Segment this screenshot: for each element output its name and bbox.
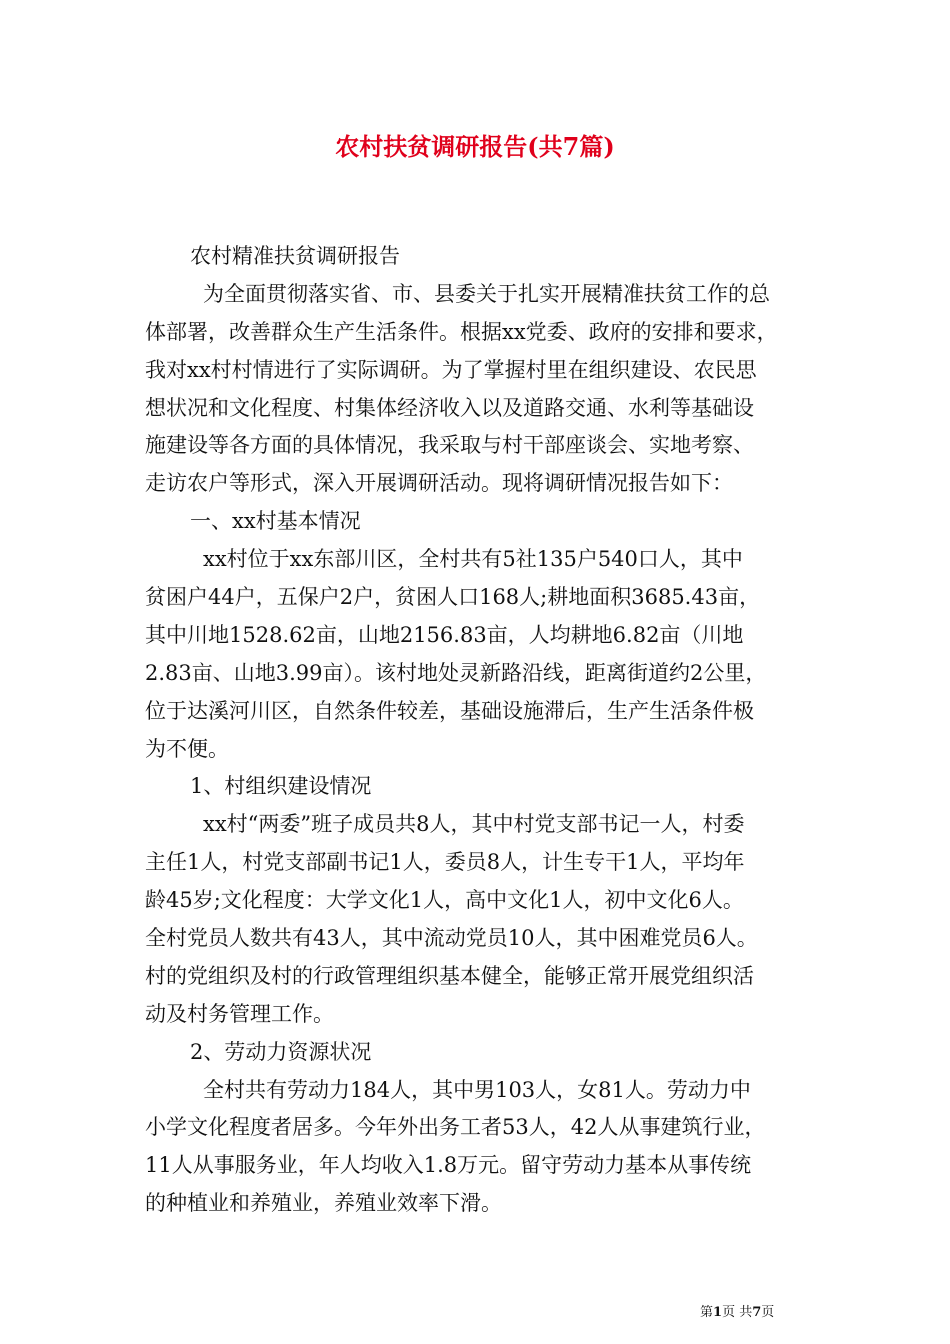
page-footer <box>700 1304 830 1322</box>
body-text-line: xx村位于xx东部川区，全村共有5社135户540口人，其中 <box>203 547 743 572</box>
footer-middle: 页 共 <box>722 1305 753 1320</box>
body-text-line: 体部署，改善群众生产生活条件。根据xx党委、政府的安排和要求， <box>145 319 778 344</box>
body-text-line: 我对xx村村情进行了实际调研。为了掌握村里在组织建设、农民思 <box>145 357 757 382</box>
body-text-line: 的种植业和养殖业，养殖业效率下滑。 <box>145 1191 502 1216</box>
current-page-number: 1 <box>713 1305 723 1320</box>
body-text-line: 龄45岁;文化程度：大学文化1人，高中文化1人，初中文化6人。 <box>145 888 744 913</box>
body-text-line: 为全面贯彻落实省、市、县委关于扎实开展精准扶贫工作的总 <box>203 281 770 306</box>
body-text-line: 全村党员人数共有43人，其中流动党员10人，其中困难党员6人。 <box>145 926 758 951</box>
body-text-line: 11人从事服务业，年人均收入1.8万元。留守劳动力基本从事传统 <box>145 1153 752 1178</box>
body-text-line: 想状况和文化程度、村集体经济收入以及道路交通、水利等基础设 <box>145 395 754 420</box>
section-heading-line: 2、劳动力资源状况 <box>190 1039 372 1064</box>
body-text-line: 走访农户等形式，深入开展调研活动。现将调研情况报告如下： <box>145 471 733 496</box>
body-text-line: 全村共有劳动力184人，其中男103人，女81人。劳动力中 <box>203 1077 751 1102</box>
section-heading-line: 1、村组织建设情况 <box>190 774 372 799</box>
body-text-line: 动及村务管理工作。 <box>145 1001 334 1026</box>
section-heading-line: 农村精准扶贫调研报告 <box>190 244 400 268</box>
footer-suffix: 页 <box>761 1305 775 1320</box>
body-text-line: 为不便。 <box>145 736 229 761</box>
body-text-line: 其中川地1528.62亩，山地2156.83亩，人均耕地6.82亩（川地 <box>145 622 744 647</box>
body-text-line: 位于达溪河川区，自然条件较差，基础设施滞后，生产生活条件极 <box>145 698 754 723</box>
body-text-line: 主任1人，村党支部副书记1人，委员8人，计生专干1人，平均年 <box>145 850 745 875</box>
body-text-line: 2.83亩、山地3.99亩）。该村地处灵新路沿线，距离街道约2公里， <box>145 660 767 685</box>
document-body <box>145 238 825 1223</box>
total-page-number: 7 <box>752 1305 762 1320</box>
body-text-line: 小学文化程度者居多。今年外出务工者53人，42人从事建筑行业， <box>145 1115 766 1140</box>
body-text-line: 贫困户44户，五保户2户，贫困人口168人;耕地面积3685.43亩， <box>145 585 761 610</box>
footer-prefix: 第 <box>700 1305 714 1320</box>
body-text-line: 村的党组织及村的行政管理组织基本健全，能够正常开展党组织活 <box>145 963 754 988</box>
body-text-line: xx村“两委”班子成员共8人，其中村党支部书记一人，村委 <box>203 812 745 837</box>
section-heading-line: 一、xx村基本情况 <box>190 509 361 534</box>
document-title: 农村扶贫调研报告(共7篇) <box>335 132 615 161</box>
body-text-line: 施建设等各方面的具体情况，我采取与村干部座谈会、实地考察、 <box>145 433 754 458</box>
